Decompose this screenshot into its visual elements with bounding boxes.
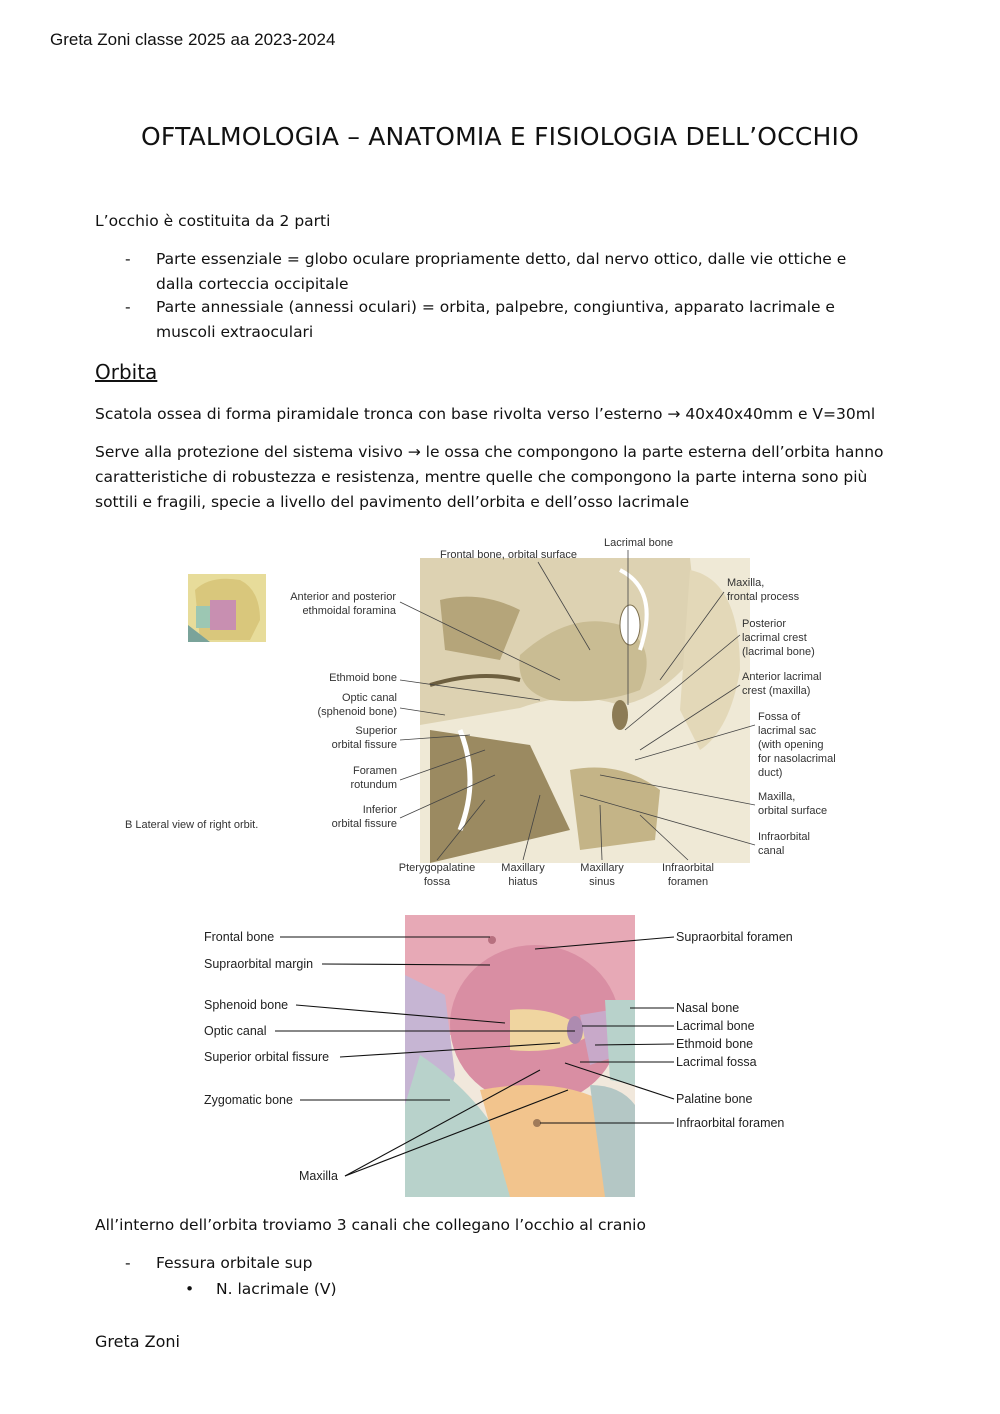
- label-maxilla-frontal-process-2: frontal process: [727, 591, 800, 603]
- figure-caption: B Lateral view of right orbit.: [125, 819, 259, 831]
- bullet-marker: •: [185, 1280, 195, 1298]
- label-infraorbital-foramen-2: foramen: [667, 876, 709, 888]
- list-marker: -: [125, 1254, 131, 1272]
- label-inferior-orbital-fissure-2: orbital fissure: [331, 818, 397, 830]
- label-supraorbital-foramen: Supraorbital foramen: [676, 930, 793, 944]
- label-posterior-lacrimal-crest-2: lacrimal crest: [742, 632, 807, 644]
- label-superior-orbital-fissure: Superior orbital fissure: [204, 1050, 330, 1064]
- label-superior-orbital-fissure-1: Superior: [355, 725, 397, 737]
- section-heading-orbita: Orbita: [95, 360, 158, 384]
- label-maxilla: Maxilla: [299, 1169, 338, 1183]
- label-infraorbital-canal-1: Infraorbital: [758, 831, 810, 843]
- label-lacrimal-bone: Lacrimal bone: [676, 1019, 755, 1033]
- label-fossa-lacrimal-sac-4: for nasolacrimal: [758, 753, 836, 765]
- label-ethmoidal-foramina-1: Anterior and posterior: [290, 591, 396, 603]
- label-palatine-bone: Palatine bone: [676, 1092, 753, 1106]
- label-lacrimal-fossa: Lacrimal fossa: [676, 1055, 757, 1069]
- list-item: [125, 295, 885, 345]
- orbita-paragraph-1: Scatola ossea di forma piramidale tronca con base rivolta verso l’esterno → 40x40x40mm e V=30ml: [95, 405, 876, 423]
- label-frontal-bone-orbital-surface: Frontal bone, orbital surface: [440, 549, 577, 561]
- label-inferior-orbital-fissure-1: Inferior: [362, 804, 397, 816]
- label-pterygopalatine-fossa-2: fossa: [423, 876, 451, 888]
- page-footer: Greta Zoni: [95, 1332, 180, 1351]
- list-item-text: Fessura orbitale sup: [156, 1254, 313, 1272]
- label-fossa-lacrimal-sac-2: lacrimal sac: [758, 725, 817, 737]
- label-lacrimal-bone: Lacrimal bone: [604, 537, 674, 549]
- label-nasal-bone: Nasal bone: [676, 1001, 740, 1015]
- label-maxillary-sinus-2: sinus: [589, 876, 615, 888]
- skull-thumbnail-image: [188, 574, 266, 642]
- label-infraorbital-foramen-1: Infraorbital: [662, 862, 714, 874]
- canals-intro-paragraph: All’interno dell’orbita troviamo 3 canali che collegano l’occhio al cranio: [95, 1216, 646, 1234]
- label-infraorbital-canal-2: canal: [758, 845, 785, 857]
- label-anterior-lacrimal-crest-2: crest (maxilla): [742, 685, 811, 697]
- label-superior-orbital-fissure-2: orbital fissure: [331, 739, 397, 751]
- label-optic-canal-1: Optic canal: [341, 692, 397, 704]
- orbit-anterior-illustration: [405, 915, 635, 1197]
- label-pterygopalatine-fossa-1: Pterygopalatine: [398, 862, 476, 874]
- orbita-paragraph-2: Serve alla protezione del sistema visivo → le ossa che compongono la parte esterna dell’orbita hanno caratteristiche di robustezza e resistenza, mentre quelle che compongono la parte interna sono più sottili e fragili, specie a livello del pavimento dell’orbita e dell’osso lacrimale: [95, 443, 884, 511]
- sub-list-item-text: N. lacrimale (V): [216, 1280, 337, 1298]
- label-supraorbital-margin: Supraorbital margin: [204, 957, 314, 971]
- label-maxilla-orbital-surface-2: orbital surface: [758, 805, 828, 817]
- label-foramen-rotundum-2: rotundum: [350, 779, 397, 791]
- label-optic-canal-2: (sphenoid bone): [317, 706, 397, 718]
- label-fossa-lacrimal-sac-3: (with opening: [758, 739, 824, 751]
- list-item: [125, 1251, 885, 1276]
- page-header: Greta Zoni classe 2025 aa 2023-2024: [50, 30, 336, 49]
- label-sphenoid-bone: Sphenoid bone: [204, 998, 289, 1012]
- orbit-anterior-view-figure: [180, 905, 830, 1205]
- label-maxillary-sinus-1: Maxillary: [580, 862, 624, 874]
- orbit-lateral-view-figure: [100, 530, 900, 895]
- label-foramen-rotundum-1: Foramen: [352, 765, 397, 777]
- label-ethmoidal-foramina-2: ethmoidal foramina: [302, 605, 396, 617]
- label-maxillary-hiatus-2: hiatus: [508, 876, 538, 888]
- list-marker: -: [125, 298, 131, 316]
- label-fossa-lacrimal-sac-1: Fossa of: [758, 711, 801, 723]
- label-optic-canal: Optic canal: [204, 1024, 267, 1038]
- label-fossa-lacrimal-sac-5: duct): [758, 767, 783, 779]
- label-maxilla-frontal-process-1: Maxilla,: [727, 577, 765, 589]
- label-maxillary-hiatus-1: Maxillary: [501, 862, 545, 874]
- list-item-text: Parte annessiale (annessi oculari) = orbita, palpebre, congiuntiva, apparato lacrimale e muscoli extraoculari: [156, 298, 835, 341]
- label-frontal-bone: Frontal bone: [204, 930, 275, 944]
- label-ethmoid-bone: Ethmoid bone: [676, 1037, 754, 1051]
- label-maxilla-orbital-surface-1: Maxilla,: [758, 791, 796, 803]
- label-posterior-lacrimal-crest-1: Posterior: [742, 618, 787, 630]
- label-infraorbital-foramen: Infraorbital foramen: [676, 1116, 785, 1130]
- intro-paragraph: L’occhio è costituita da 2 parti: [95, 212, 331, 230]
- label-ethmoid-bone: Ethmoid bone: [329, 672, 397, 684]
- label-posterior-lacrimal-crest-3: (lacrimal bone): [742, 646, 815, 658]
- page-title: OFTALMOLOGIA – ANATOMIA E FISIOLOGIA DELL’OCCHIO: [141, 122, 859, 151]
- label-anterior-lacrimal-crest-1: Anterior lacrimal: [742, 671, 822, 683]
- list-marker: -: [125, 250, 131, 268]
- list-item: [125, 247, 885, 297]
- label-zygomatic-bone: Zygomatic bone: [204, 1093, 293, 1107]
- list-item-text: Parte essenziale = globo oculare propriamente detto, dal nervo ottico, dalle vie ottiche e dalla corteccia occipitale: [156, 250, 847, 293]
